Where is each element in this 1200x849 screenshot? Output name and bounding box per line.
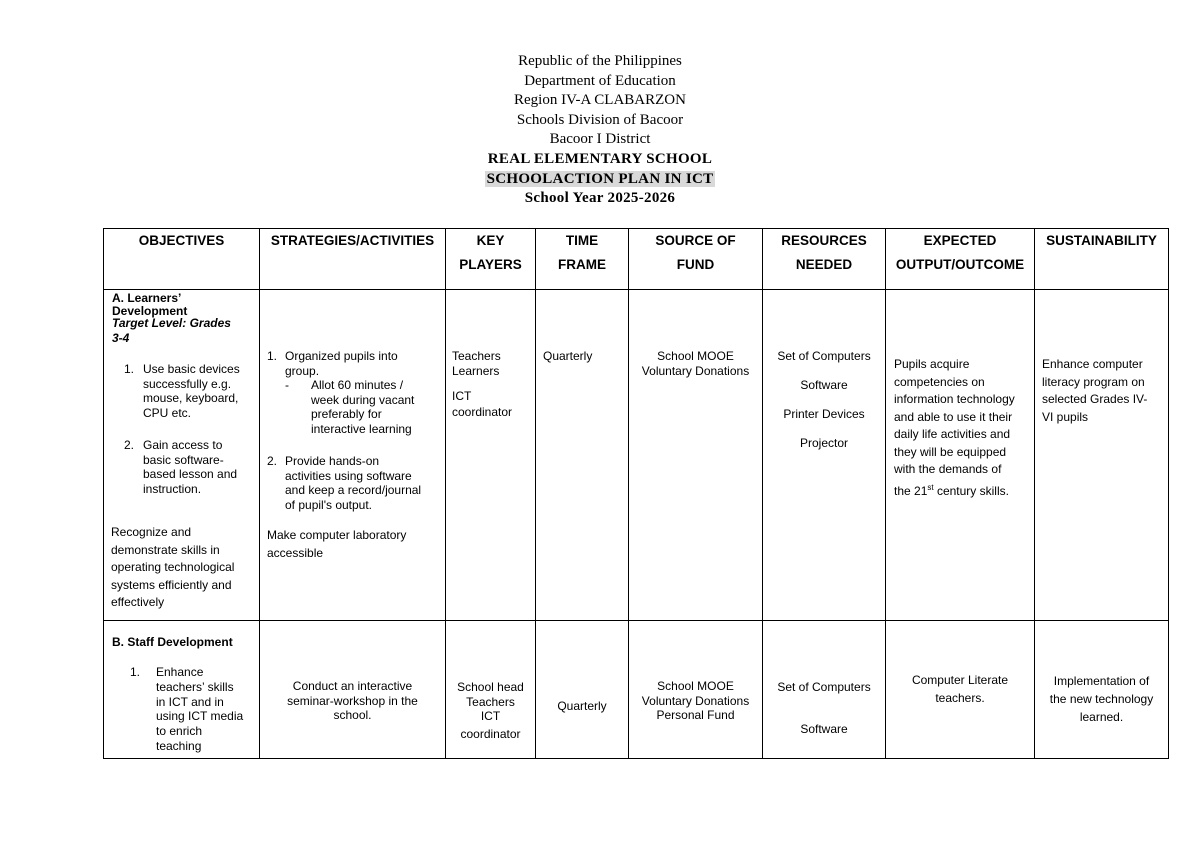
plan-title: SCHOOLACTION PLAN IN ICT [486,170,714,187]
row-a-expected-output: Pupils acquire competencies on information technology and able to use it their daily life activities and they will be equipped with the demands of the 21st century skills. [886,290,1035,621]
col-sustainability: SUSTAINABILITY [1035,229,1169,290]
row-a-objectives: A. Learners’ Development Target Level: Grades 3-4 1. Use basic devices successfully e.g. mouse, keyboard, CPU etc. 2. Gain access to basic software- based lesson and instruction. Recognize and demonstrate skills in operating technological systems efficiently and effectively [104,290,260,621]
row-b-objective-1: Enhance teachers’ skills in ICT and in using ICT media to enrich teaching [156,665,244,753]
col-time-frame: TIME FRAME [536,229,629,290]
col-strategies: STRATEGIES/ACTIVITIES [260,229,446,290]
action-plan-table [103,228,1169,759]
table-row [104,290,1169,621]
row-a-resources: Set of Computers Software Printer Devices Projector [763,290,886,621]
school-year: School Year 2025-2026 [524,190,676,207]
header-division: Schools Division of Bacoor [516,111,684,128]
header-row [104,229,1169,290]
row-a-time-frame: Quarterly [536,290,629,621]
header-department: Department of Education [524,72,676,89]
row-b-expected-output: Computer Literate teachers. [886,621,1035,759]
row-a-sustainability: Enhance computer literacy program on selected Grades IV- VI pupils [1035,290,1169,621]
row-a-title: A. Learners’ [112,291,182,305]
row-a-objective-extra: Recognize and demonstrate skills in operating technological systems efficiently and effectively [111,525,235,609]
row-a-key-players: Teachers Learners ICT coordinator [446,290,536,621]
row-a-objective-2: Gain access to basic software- based lesson and instruction. [143,438,238,496]
row-b-source-fund: School MOOE Voluntary Donations Personal Fund [629,621,763,759]
row-b-title: B. Staff Development [112,635,233,649]
document-header [0,52,1200,209]
col-objectives: OBJECTIVES [104,229,260,290]
row-a-strategy-1-sub: Allot 60 minutes / week during vacant preferably for interactive learning [311,378,415,436]
col-expected-output: EXPECTED OUTPUT/OUTCOME [886,229,1035,290]
row-a-strategy-1: Organized pupils into group. [285,349,398,378]
row-b-key-players: School head Teachers ICT coordinator [446,621,536,759]
table-row [104,621,1169,759]
row-b-strategies: Conduct an interactive seminar-workshop in the school. [260,621,446,759]
school-name: REAL ELEMENTARY SCHOOL [487,150,713,167]
row-b-resources: Set of Computers Software [763,621,886,759]
row-a-strategy-2: Provide hands-on activities using software and keep a record/journal of pupil's output. [285,454,422,512]
row-b-sustainability: Implementation of the new technology learned. [1035,621,1169,759]
col-source-fund: SOURCE OF FUND [629,229,763,290]
row-b-time-frame: Quarterly [536,621,629,759]
row-a-strategies: 1. Organized pupils into group. - Allot 60 minutes / week during vacant preferably for interactive learning 2. Provide hands-on activities using software and keep a record/journal of pupil's output. Make computer laboratory accessible [260,290,446,621]
header-district: Bacoor I District [549,131,651,148]
col-key-players: KEY PLAYERS [446,229,536,290]
header-republic: Republic of the Philippines [518,53,682,69]
header-region: Region IV-A CLABARZON [514,92,686,109]
row-a-source-fund: School MOOE Voluntary Donations [629,290,763,621]
row-a-strategy-extra: Make computer laboratory accessible [267,528,407,560]
row-b-objectives: B. Staff Development 1. Enhance teachers’ skills in ICT and in using ICT media to enrich teaching [104,621,260,759]
row-a-objective-1: Use basic devices successfully e.g. mouse, keyboard, CPU etc. [143,362,240,420]
target-level: Target Level: Grades [112,316,231,330]
col-resources: RESOURCES NEEDED [763,229,886,290]
